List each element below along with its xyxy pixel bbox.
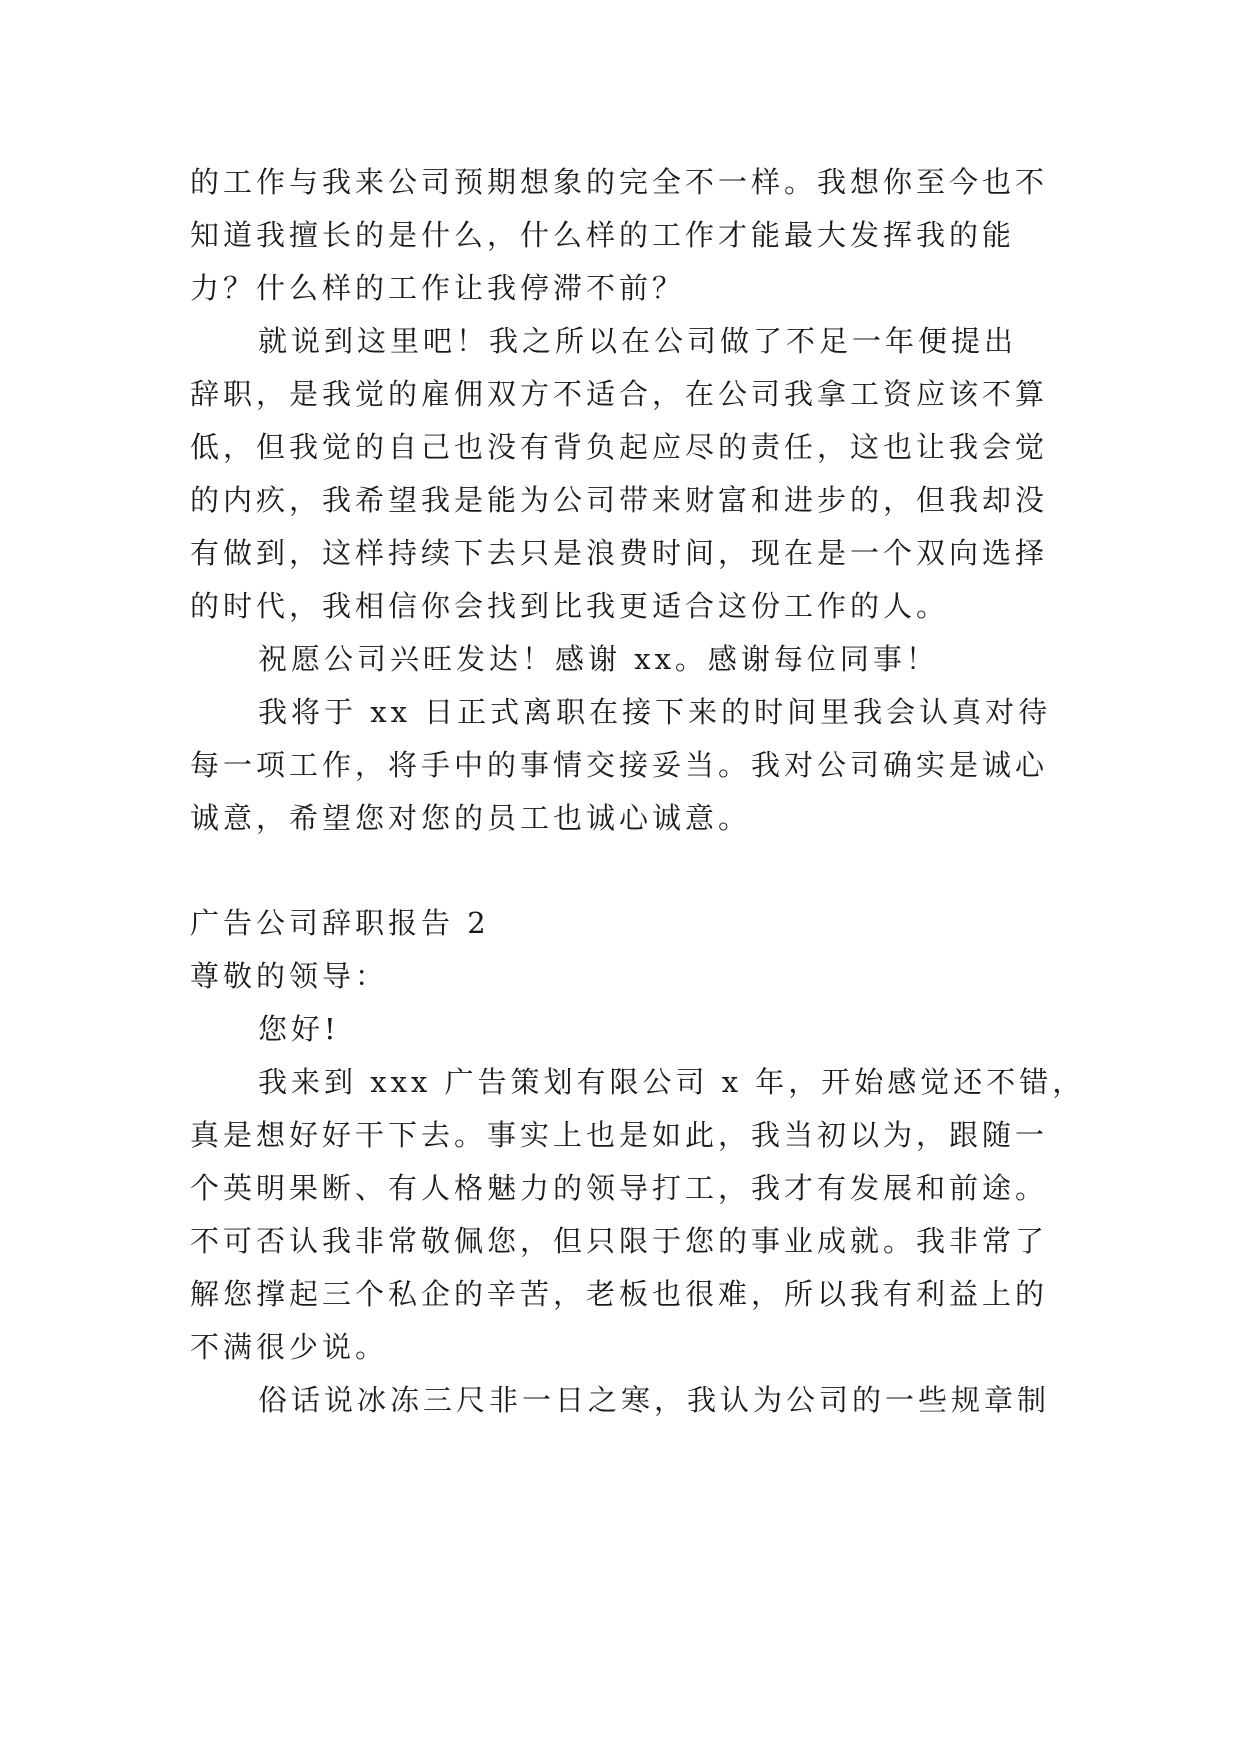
text-line: 力？什么样的工作让我停滞不前？: [190, 271, 686, 305]
text-line: 诚意，希望您对您的员工也诚心诚意。: [190, 801, 752, 835]
text-line: 祝愿公司兴旺发达！感谢 xx。感谢每位同事！: [258, 642, 939, 676]
text-line: 真是想好好干下去。事实上也是如此，我当初以为，跟随一: [190, 1118, 1049, 1152]
section-heading: 广告公司辞职报告 2: [190, 906, 490, 940]
text-line: 不满很少说。: [190, 1330, 389, 1364]
greeting: 您好!: [258, 1012, 340, 1046]
text-line: 知道我擅长的是什么，什么样的工作才能最大发挥我的能: [190, 218, 1016, 252]
text-line: 有做到，这样持续下去只是浪费时间，现在是一个双向选择: [190, 536, 1049, 570]
text-line: 就说到这里吧！我之所以在公司做了不足一年便提出: [258, 324, 1018, 358]
text-line: 每一项工作，将手中的事情交接妥当。我对公司确实是诚心: [190, 748, 1049, 782]
text-line: 我来到 xxx 广告策划有限公司 x 年，开始感觉还不错，: [258, 1065, 1086, 1099]
text-line: 的内疚，我希望我是能为公司带来财富和进步的，但我却没: [190, 483, 1049, 517]
text-line: 解您撑起三个私企的辛苦，老板也很难，所以我有利益上的: [190, 1277, 1049, 1311]
text-line: 辞职，是我觉的雇佣双方不适合，在公司我拿工资应该不算: [190, 377, 1049, 411]
text-line: 低，但我觉的自己也没有背负起应尽的责任，这也让我会觉: [190, 430, 1049, 464]
text-line: 我将于 xx 日正式离职在接下来的时间里我会认真对待: [258, 695, 1052, 729]
salutation: 尊敬的领导：: [190, 959, 389, 993]
text-line: 不可否认我非常敬佩您，但只限于您的事业成就。我非常了: [190, 1224, 1049, 1258]
text-line: 的时代，我相信你会找到比我更适合这份工作的人。: [190, 589, 950, 623]
text-line: 个英明果断、有人格魅力的领导打工，我才有发展和前途。: [190, 1171, 1049, 1205]
text-line: 的工作与我来公司预期想象的完全不一样。我想你至今也不: [190, 165, 1049, 199]
text-line: 俗话说冰冻三尺非一日之寒，我认为公司的一些规章制: [258, 1383, 1051, 1417]
